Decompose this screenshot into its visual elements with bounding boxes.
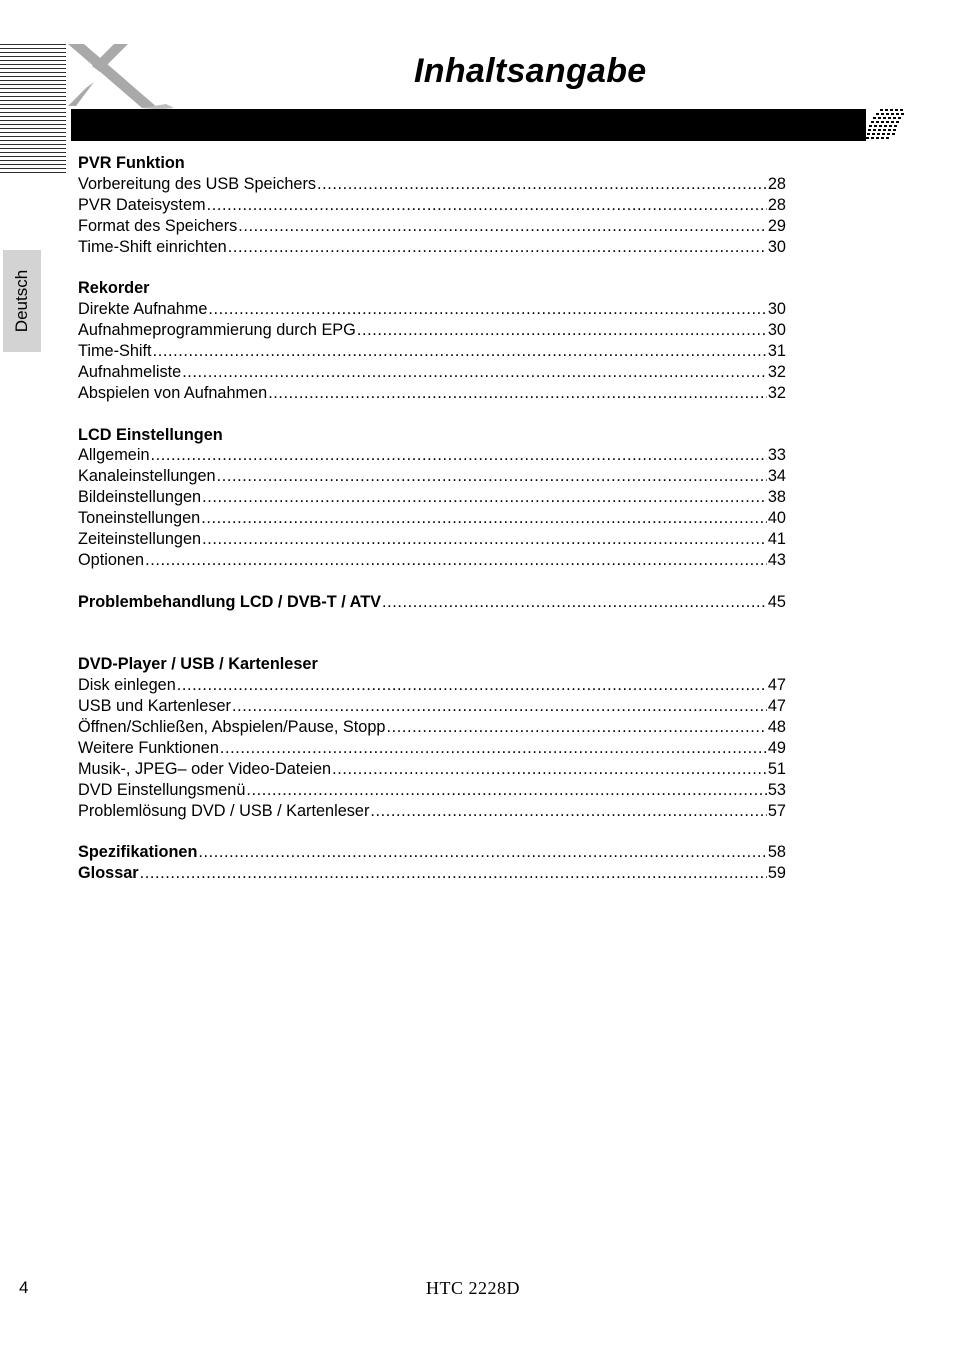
toc-entry[interactable]	[78, 529, 786, 550]
dot-leader	[220, 738, 767, 759]
dot-leader	[382, 592, 767, 613]
dot-leader	[228, 237, 767, 258]
toc-page-number: 58	[767, 843, 786, 862]
toc-entry[interactable]	[78, 801, 786, 822]
toc-entry[interactable]	[78, 195, 786, 216]
toc-page-number: 47	[767, 697, 786, 716]
toc-entry-label: PVR Dateisystem	[78, 195, 206, 214]
dot-leader	[153, 341, 767, 362]
toc-entry-label: Kanaleinstellungen	[78, 467, 216, 486]
toc-entry-label: Vorbereitung des USB Speichers	[78, 174, 317, 193]
dot-leader	[198, 842, 766, 863]
toc-page-number: 30	[767, 321, 786, 340]
section-spacer	[78, 257, 786, 278]
toc-entry[interactable]	[78, 592, 786, 613]
toc-page-number: 45	[767, 592, 786, 611]
toc-entry[interactable]	[78, 738, 786, 759]
toc-page-number: 31	[767, 342, 786, 361]
dot-leader	[202, 487, 767, 508]
section-spacer	[78, 613, 786, 655]
toc-entry-label: USB und Kartenleser	[78, 697, 231, 716]
toc-entry[interactable]	[78, 863, 786, 884]
toc-entry-label: Allgemein	[78, 446, 150, 465]
dot-leader	[177, 675, 767, 696]
toc-entry[interactable]	[78, 759, 786, 780]
x-logo-icon	[66, 42, 176, 110]
toc-entry[interactable]	[78, 842, 786, 863]
dot-leader	[145, 550, 767, 571]
toc-page-number: 33	[767, 446, 786, 465]
dot-leader	[207, 195, 767, 216]
toc-entry-label: Disk einlegen	[78, 676, 176, 695]
dotted-pattern-icon	[862, 109, 906, 141]
dot-leader	[201, 508, 767, 529]
toc-entry-label: Zeiteinstellungen	[78, 530, 202, 549]
toc-entry[interactable]	[78, 550, 786, 571]
toc-entry[interactable]	[78, 237, 786, 258]
toc-entry[interactable]	[78, 487, 786, 508]
dot-leader	[202, 529, 767, 550]
toc-section-heading: PVR Funktion	[78, 154, 185, 172]
toc-entry[interactable]	[78, 320, 786, 341]
toc-section-heading: LCD Einstellungen	[78, 425, 223, 444]
toc-entry-label: Problemlösung DVD / USB / Kartenleser	[78, 801, 370, 820]
toc-entry-label: Glossar	[78, 864, 139, 883]
table-of-contents	[78, 153, 786, 884]
toc-page-number: 30	[767, 300, 786, 319]
toc-entry-label: Abspielen von Aufnahmen	[78, 383, 268, 402]
toc-entry-label: Optionen	[78, 550, 145, 569]
dot-leader	[140, 863, 767, 884]
toc-entry[interactable]	[78, 675, 786, 696]
toc-page-number: 32	[767, 383, 786, 402]
toc-entry-label: Musik-, JPEG– oder Video-Dateien	[78, 759, 332, 778]
toc-page-number: 43	[767, 550, 786, 569]
toc-entry-label: Aufnahmeprogrammierung durch EPG	[78, 321, 356, 340]
dot-leader	[232, 696, 767, 717]
toc-page-number: 51	[767, 759, 786, 778]
toc-page-number: 34	[767, 467, 786, 486]
dot-leader	[332, 759, 767, 780]
language-tab	[3, 250, 41, 352]
page-title: Inhaltsangabe	[414, 52, 647, 90]
toc-page-number: 40	[767, 509, 786, 528]
toc-entry-label: Bildeinstellungen	[78, 488, 202, 507]
dot-leader	[246, 780, 766, 801]
toc-entry[interactable]	[78, 174, 786, 195]
toc-page-number: 47	[767, 676, 786, 695]
toc-entry[interactable]	[78, 780, 786, 801]
section-spacer	[78, 822, 786, 843]
toc-entry-label: Weitere Funktionen	[78, 738, 219, 757]
toc-entry[interactable]	[78, 717, 786, 738]
section-spacer	[78, 571, 786, 592]
toc-page-number: 28	[767, 195, 786, 214]
toc-page-number: 48	[767, 718, 786, 737]
toc-entry[interactable]	[78, 508, 786, 529]
section-spacer	[78, 404, 786, 425]
dot-leader	[182, 362, 767, 383]
toc-entry[interactable]	[78, 341, 786, 362]
dot-leader	[386, 717, 766, 738]
toc-entry-label: DVD Einstellungsmenü	[78, 780, 246, 799]
toc-entry-label: Problembehandlung LCD / DVB-T / ATV	[78, 592, 382, 611]
toc-page-number: 29	[767, 216, 786, 235]
model-name: HTC 2228D	[426, 1278, 520, 1298]
toc-section-heading: Rekorder	[78, 279, 150, 298]
toc-entry-label: Time-Shift einrichten	[78, 237, 227, 256]
toc-entry[interactable]	[78, 299, 786, 320]
dot-leader	[208, 299, 766, 320]
toc-entry[interactable]	[78, 696, 786, 717]
toc-entry-label: Aufnahmeliste	[78, 362, 182, 381]
dot-leader	[151, 445, 767, 466]
header-bar	[71, 109, 866, 141]
toc-section-heading: DVD-Player / USB / Kartenleser	[78, 655, 318, 674]
page-number: 4	[19, 1278, 29, 1297]
toc-entry-label: Spezifikationen	[78, 843, 198, 862]
toc-page-number: 38	[767, 488, 786, 507]
toc-page-number: 30	[767, 237, 786, 256]
toc-page-number: 57	[767, 801, 786, 820]
toc-entry-label: Time-Shift	[78, 342, 152, 361]
dot-leader	[317, 174, 767, 195]
toc-page-number: 53	[767, 780, 786, 799]
dot-leader	[370, 801, 766, 822]
toc-entry[interactable]	[78, 445, 786, 466]
dot-leader	[238, 216, 767, 237]
decorative-stripes	[0, 44, 66, 174]
toc-page-number: 28	[767, 174, 786, 193]
toc-entry-label: Direkte Aufnahme	[78, 300, 208, 319]
toc-entry[interactable]	[78, 466, 786, 487]
dot-leader	[357, 320, 767, 341]
toc-entry[interactable]	[78, 383, 786, 404]
language-tab-label: Deutsch	[12, 269, 31, 333]
dot-leader	[268, 383, 767, 404]
toc-entry-label: Toneinstellungen	[78, 509, 201, 528]
dot-leader	[217, 466, 767, 487]
toc-page-number: 32	[767, 362, 786, 381]
toc-entry-label: Öffnen/Schließen, Abspielen/Pause, Stopp	[78, 718, 386, 737]
toc-page-number: 59	[767, 864, 786, 883]
toc-entry-label: Format des Speichers	[78, 216, 238, 235]
toc-entry[interactable]	[78, 216, 786, 237]
toc-entry[interactable]	[78, 362, 786, 383]
toc-page-number: 49	[767, 738, 786, 757]
toc-page-number: 41	[767, 530, 786, 549]
